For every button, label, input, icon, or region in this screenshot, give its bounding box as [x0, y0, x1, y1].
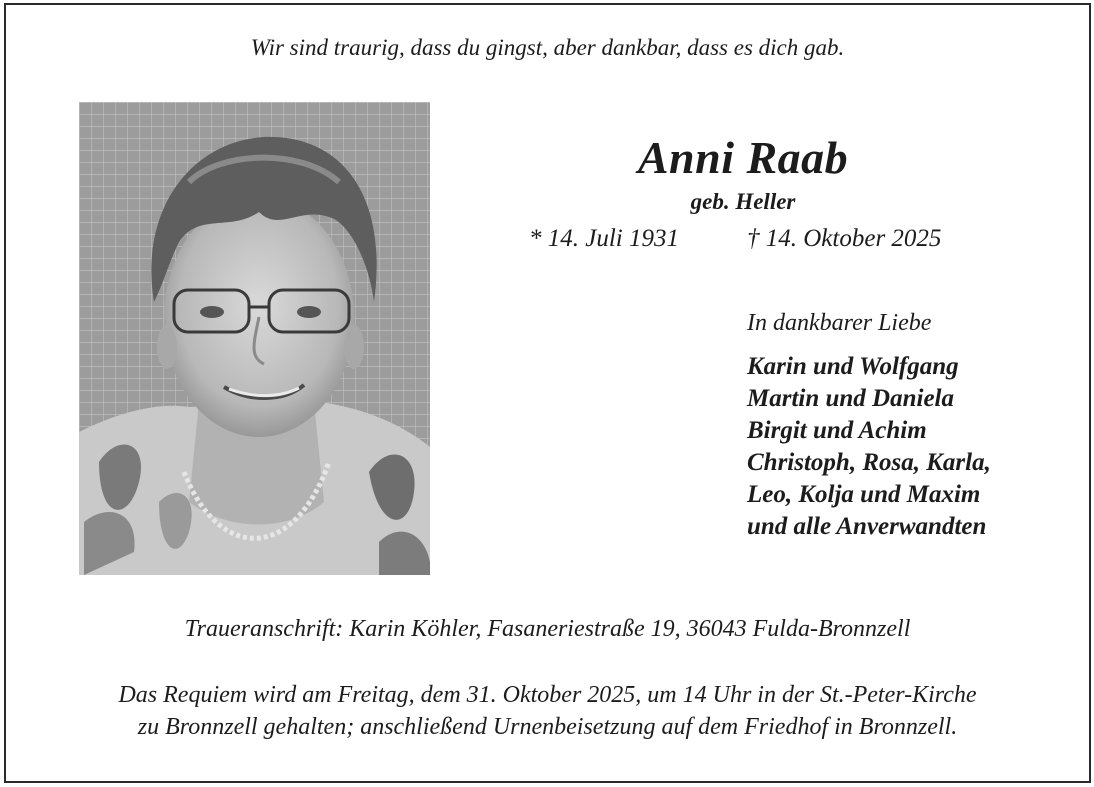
- mourner-line: Birgit und Achim: [747, 417, 927, 444]
- mourners-list: [747, 351, 991, 543]
- motto: Wir sind traurig, dass du gingst, aber dankbar, dass es dich gab.: [250, 35, 845, 60]
- mourner-line: Leo, Kolja und Maxim: [747, 481, 981, 508]
- mourner-line: und alle Anverwandten: [747, 513, 987, 540]
- portrait-photo: [79, 102, 430, 575]
- death-date: † 14. Oktober 2025: [747, 225, 942, 252]
- maiden-name: geb. Heller: [690, 189, 796, 214]
- mourners-intro: In dankbarer Liebe: [747, 310, 932, 336]
- mourner-line: Karin und Wolfgang: [747, 353, 959, 380]
- mourner-line: Martin und Daniela: [747, 385, 955, 412]
- requiem-line-1: Das Requiem wird am Freitag, dem 31. Oktober 2025, um 14 Uhr in der St.-Peter-Kirche: [118, 682, 977, 708]
- deceased-name: Anni Raab: [637, 132, 849, 183]
- obituary-card: [4, 3, 1091, 783]
- birth-date: * 14. Juli 1931: [529, 225, 679, 252]
- requiem-line-2: zu Bronnzell gehalten; anschließend Urnenbeisetzung auf dem Friedhof in Bronnzell.: [137, 714, 958, 740]
- mourning-address: Traueranschrift: Karin Köhler, Fasaneriestraße 19, 36043 Fulda-Bronnzell: [184, 616, 911, 642]
- mourner-line: Christoph, Rosa, Karla,: [747, 449, 991, 476]
